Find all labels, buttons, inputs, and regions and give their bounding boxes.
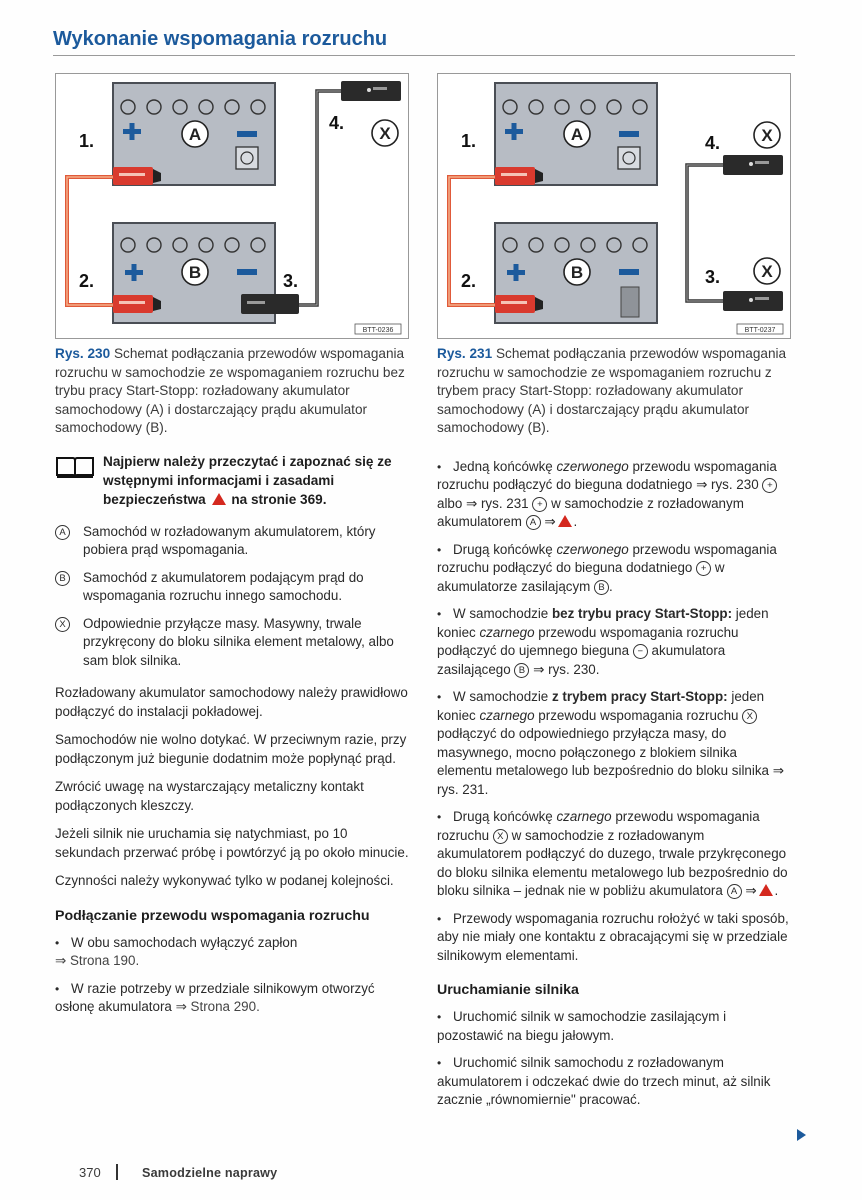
plus-circle-icon: + [532, 497, 547, 512]
page-link[interactable]: ⇒ Strona 190. [55, 953, 140, 968]
figure-code: BTT-0237 [744, 327, 776, 334]
label-1: 1. [461, 131, 477, 151]
label-x: X [379, 124, 391, 143]
legend-text-a: Samochód w rozładowanym akumulatorem, który pobiera prąd wspomagania. [83, 523, 376, 557]
paragraph: Rozładowany akumulator samochodowy należy prawidłowo podłączyć do instalacji pokładowej. [55, 685, 408, 719]
jump-start-diagram-231 [437, 73, 791, 339]
paragraph: Jeżeli silnik nie uruchamia się natychmiast, po 10 sekundach przerwać próbę i powtórzyć ją po około minucie. [55, 826, 409, 860]
legend-text-b: Samochód z akumulatorem podającym prąd do wspomagania rozruchu innego samochodu. [83, 569, 364, 603]
jump-start-diagram-230 [55, 73, 409, 339]
black-clamp-4 [341, 81, 401, 101]
list-item: • Przewody wspomagania rozruchu rołożyć w taki sposób, aby nie miały one kontaktu z obracającymi się w przedziale silnikowym elementami. [437, 910, 789, 963]
label-x-lower: X [761, 262, 773, 281]
figure-230 [55, 73, 409, 339]
paragraph: Zwrócić uwagę na wystarczający metaliczny kontakt podłączonych kleszczy. [55, 779, 364, 813]
list-item: • Drugą końcówkę czarnego przewodu wspomagania rozruchu X w samochodzie z rozładowanym akumulatorem podłączyć do duzego, trwale przykręconego do bloku silnika elementu metalowego lub bezpośrednio do bloku silnika – jednak nie w pobliżu akumulatora A ⇒ . [437, 809, 788, 898]
right-column [437, 73, 792, 1119]
label-4: 4. [705, 133, 721, 153]
list-item: • Jedną końcówkę czerwonego przewodu wspomagania rozruchu podłączyć do bieguna dodatniego ⇒ rys. 230 + albo ⇒ rys. 231 + w samochodzie z rozładowanym akumulatorem A ⇒ . [437, 458, 777, 529]
intro-text: Najpierw należy przeczytać i zapoznać się ze wstępnymi informacjami i zasadami bezpieczeństwa [103, 453, 392, 507]
legend-text-x: Odpowiednie przyłącze masy. Masywny, trwale przykręcony do bloku silnika element metalowy, albo sam blok silnika. [83, 615, 394, 668]
legend-b [55, 569, 410, 606]
caption-text: Schemat podłączania przewodów wspomagania rozruchu w samochodzie ze wspomaganiem rozruchu z trybem pracy Start-Stopp: rozładowany akumulator samochodowy (A) i dostarczający prądu akumulator samochodowy (B). [437, 346, 787, 435]
minus-sign-b [619, 269, 639, 275]
x-circle-icon: X [493, 829, 508, 844]
footer-divider [116, 1164, 118, 1180]
red-clamp-1 [113, 167, 161, 185]
legend-x [55, 615, 410, 671]
terminal-minus-a [236, 147, 258, 169]
intro-page-ref[interactable]: na stronie 369. [231, 491, 327, 507]
label-3: 3. [705, 267, 721, 287]
red-clamp-2 [495, 295, 543, 313]
figure-231 [437, 73, 791, 339]
b-circle-icon: B [514, 663, 529, 678]
left-column [55, 73, 410, 1026]
minus-sign-a [619, 131, 639, 137]
label-4: 4. [329, 113, 345, 133]
title-divider [53, 55, 795, 56]
legend-a [55, 523, 410, 560]
list-item: • Uruchomić silnik samochodu z rozładowanym akumulatorem i odczekać dwie do trzech minut, aż silnik zacznie „równomiernie" pracować. [437, 1055, 771, 1107]
label-x-upper: X [761, 126, 773, 145]
footer-section-name: Samodzielne naprawy [142, 1166, 278, 1180]
page-number: 370 [79, 1165, 101, 1180]
plus-circle-icon: + [762, 478, 777, 493]
list-item: • Uruchomić silnik w samochodzie zasilającym i pozostawić na biegu jałowym. [437, 1009, 727, 1043]
page-title: Wykonanie wspomagania rozruchu [53, 28, 388, 50]
section-heading: Uruchamianie silnika [437, 982, 579, 998]
book-icon [55, 454, 95, 480]
caption-label: Rys. 230 [55, 346, 111, 361]
list-item: • W razie potrzeby w przedziale silnikowym otworzyć osłonę akumulatora ⇒ Strona 290. [55, 980, 375, 1014]
minus-sign-b [237, 269, 257, 275]
warning-icon [212, 493, 226, 505]
label-a: A [570, 125, 584, 144]
intro-note [55, 452, 410, 509]
minus-sign-a [237, 131, 257, 137]
label-2: 2. [79, 271, 95, 291]
legend-mark-x: X [55, 617, 70, 632]
legend-mark-b: B [55, 571, 70, 586]
red-clamp-2 [113, 295, 161, 313]
figure-230-caption [55, 345, 410, 438]
caption-label: Rys. 231 [437, 346, 493, 361]
continue-arrow-icon[interactable] [797, 1129, 806, 1141]
plus-circle-icon: + [696, 561, 711, 576]
label-b: B [570, 263, 584, 282]
label-a: A [188, 125, 202, 144]
black-clamp-3 [241, 294, 299, 314]
warning-icon [558, 515, 572, 527]
list-item: • W samochodzie bez trybu pracy Start-Stopp: jeden koniec czarnego przewodu wspomagania rozruchu podłączyć do ujemnego bieguna − akumulatora zasilającego B ⇒ rys. 230. [437, 606, 769, 677]
black-clamp-4 [723, 155, 783, 175]
list-item: • W obu samochodach wyłączyć zapłon ⇒ Strona 190. [55, 934, 298, 968]
label-3: 3. [283, 271, 299, 291]
terminal-minus-a [618, 147, 640, 169]
figure-231-caption [437, 345, 792, 438]
warning-icon [759, 884, 773, 896]
label-b: B [188, 263, 202, 282]
paragraph: Samochodów nie wolno dotykać. W przeciwnym razie, przy podłączonym już biegunie dodatnim może popłynąć prąd. [55, 732, 407, 766]
page-link[interactable]: ⇒ Strona 290. [175, 999, 260, 1014]
red-clamp-1 [495, 167, 543, 185]
legend-mark-a: A [55, 525, 70, 540]
section-heading: Podłączanie przewodu wspomagania rozruchu [55, 907, 370, 924]
a-circle-icon: A [526, 515, 541, 530]
x-circle-icon: X [742, 709, 757, 724]
paragraph: Czynności należy wykonywać tylko w podanej kolejności. [55, 873, 394, 888]
minus-circle-icon: − [633, 644, 648, 659]
figure-code: BTT-0236 [362, 327, 394, 334]
caption-text: Schemat podłączania przewodów wspomagania rozruchu w samochodzie ze wspomaganiem rozruchu bez trybu pracy Start-Stopp: rozładowany akumulator samochodowy (A) i dostarczający prądu akumulator samochodowy (B). [55, 346, 405, 435]
label-1: 1. [79, 131, 95, 151]
label-2: 2. [461, 271, 477, 291]
a-circle-icon: A [727, 884, 742, 899]
b-circle-icon: B [594, 580, 609, 595]
black-clamp-3 [723, 291, 783, 311]
list-item: • W samochodzie z trybem pracy Start-Stopp: jeden koniec czarnego przewodu wspomagania rozruchu X podłączyć do odpowiedniego przyłącza masy, do masywnego, mocno połączonego z blokiem silnika elementu metalowego lub bezpośrednio do bloku silnika ⇒ rys. 231. [437, 689, 784, 797]
terminal-minus-b [621, 287, 639, 317]
list-item: • Drugą końcówkę czerwonego przewodu wspomagania rozruchu podłączyć do bieguna dodatniego + w akumulatorze zasilającym B . [437, 541, 777, 594]
